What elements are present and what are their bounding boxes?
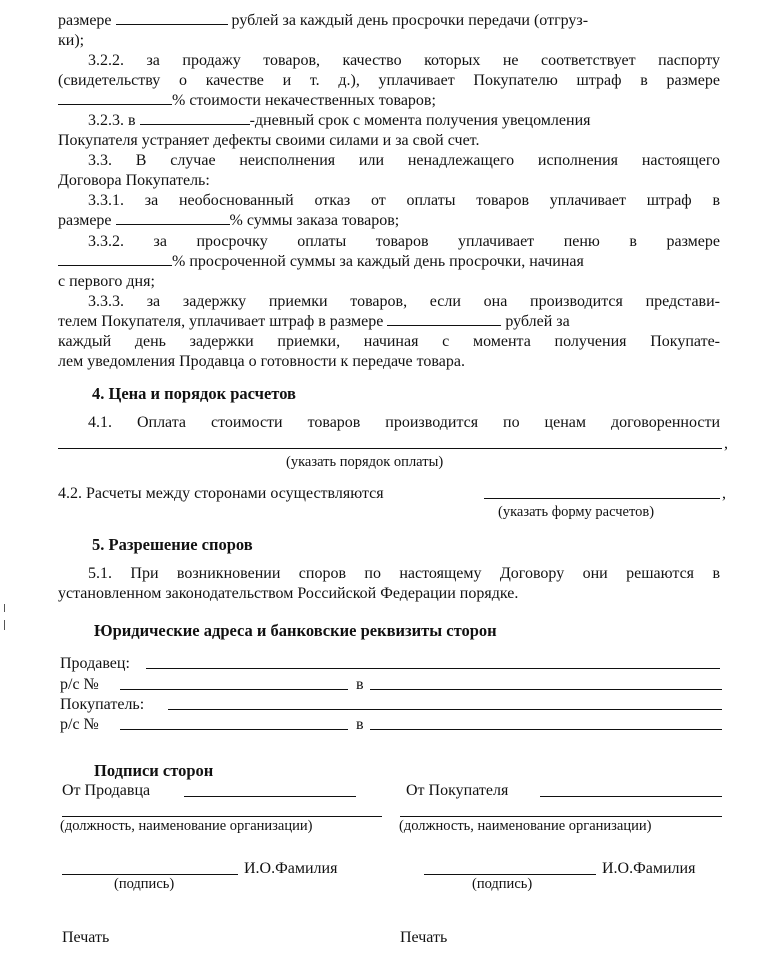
seller-label: Продавец: (60, 655, 130, 672)
seller-account-field[interactable] (120, 689, 348, 690)
clause-5-1: 5.1. При возникновении споров по настоящему Договору они решаются в (88, 565, 720, 582)
clause-4-1: 4.1. Оплата стоимости товаров производится по ценам договоренности (88, 414, 720, 431)
buyer-account-field[interactable] (120, 729, 348, 730)
seller-field[interactable] (146, 668, 720, 669)
text-line: Договора Покупатель: (58, 172, 210, 189)
blank-field[interactable] (140, 123, 250, 125)
text-line: Покупателя устраняет дефекты своими силами и за свой счет. (58, 132, 480, 149)
text-line (58, 312, 570, 332)
blank-field-payment-order[interactable] (58, 448, 722, 449)
text-line (58, 11, 588, 31)
buyer-field[interactable] (168, 709, 722, 710)
clause-4-2: 4.2. Расчеты между сторонами осуществляются (58, 485, 384, 502)
section-5-heading: 5. Разрешение споров (92, 535, 253, 554)
buyer-stamp-label: Печать (400, 929, 448, 946)
text-line: лем уведомления Продавца о готовности к передаче товара. (58, 353, 465, 370)
text: % просроченной суммы за каждый день просрочки, начиная (172, 253, 584, 270)
seller-stamp-label: Печать (62, 929, 110, 946)
seller-bank-prefix: в (356, 676, 364, 693)
addresses-heading: Юридические адреса и банковские реквизиты сторон (94, 621, 497, 640)
text-line: (свидетельству о качестве и т. д.), уплачивает Покупателю штраф в размере (58, 72, 720, 89)
text: рублей за каждый день просрочки передачи (отгруз- (231, 12, 589, 29)
settlement-form-caption: (указать форму расчетов) (498, 504, 655, 520)
text-line (58, 91, 436, 111)
buyer-position-field[interactable] (400, 816, 722, 817)
buyer-bank-field[interactable] (370, 729, 722, 730)
signatures-heading: Подписи сторон (94, 761, 214, 780)
buyer-signer-field[interactable] (540, 796, 722, 797)
text: -дневный срок с момента получения увецомления (249, 112, 591, 129)
margin-mark (4, 620, 5, 630)
section-4-heading: 4. Цена и порядок расчетов (92, 384, 296, 403)
comma: , (724, 435, 728, 452)
blank-field-settlement-form[interactable] (484, 498, 720, 499)
comma: , (722, 485, 726, 502)
buyer-signature-caption: (подпись) (472, 876, 533, 892)
seller-position-caption: (должность, наименование организации) (60, 818, 313, 834)
text: телем Покупателя, уплачивает штраф в размере (58, 313, 384, 330)
payment-order-caption: (указать порядок оплаты) (286, 454, 444, 470)
seller-signer-field[interactable] (184, 796, 356, 797)
blank-field[interactable] (58, 103, 172, 105)
clause-3-2-2: 3.2.2. за продажу товаров, качество которых не соответствует паспорту (88, 52, 720, 69)
text: % стоимости некачественных товаров; (172, 92, 436, 109)
seller-signature-field[interactable] (62, 874, 238, 875)
clause-3-3-2: 3.3.2. за просрочку оплаты товаров уплачивает пеню в размере (88, 233, 720, 250)
text: размере (58, 12, 112, 29)
text-line: каждый день задержки приемки, начиная с момента получения Покупате- (58, 333, 720, 350)
buyer-bank-prefix: в (356, 716, 364, 733)
seller-bank-field[interactable] (370, 689, 722, 690)
text-line: установленном законодательством Российской Федерации порядке. (58, 585, 519, 602)
buyer-name-label: И.О.Фамилия (602, 860, 696, 877)
text: рублей за (505, 313, 570, 330)
text-line (58, 211, 399, 231)
clause-3-2-3 (88, 111, 720, 131)
text: размере (58, 212, 112, 229)
text: 3.2.3. в (88, 112, 136, 129)
buyer-signature-field[interactable] (424, 874, 596, 875)
blank-field[interactable] (58, 264, 172, 266)
blank-field[interactable] (116, 23, 228, 25)
buyer-position-caption: (должность, наименование организации) (399, 818, 652, 834)
seller-signature-caption: (подпись) (114, 876, 175, 892)
seller-position-field[interactable] (62, 816, 382, 817)
text-line (58, 252, 720, 272)
clause-3-3-1: 3.3.1. за необоснованный отказ от оплаты товаров уплачивает штраф в (88, 192, 720, 209)
margin-mark (4, 604, 5, 612)
seller-name-label: И.О.Фамилия (244, 860, 338, 877)
blank-field[interactable] (116, 223, 230, 225)
buyer-account-label: р/с № (60, 716, 99, 733)
buyer-label: Покупатель: (60, 696, 145, 713)
clause-3-3: 3.3. В случае неисполнения или ненадлежащего исполнения настоящего (88, 152, 720, 169)
seller-account-label: р/с № (60, 676, 99, 693)
clause-3-3-3: 3.3.3. за задержку приемки товаров, если она производится представи- (88, 293, 720, 310)
from-seller-label: От Продавца (62, 782, 151, 799)
text-line: с первого дня; (58, 273, 155, 290)
from-buyer-label: От Покупателя (406, 782, 509, 799)
text-line: ки); (58, 32, 85, 49)
text: % суммы заказа товаров; (229, 212, 400, 229)
blank-field[interactable] (387, 324, 501, 326)
